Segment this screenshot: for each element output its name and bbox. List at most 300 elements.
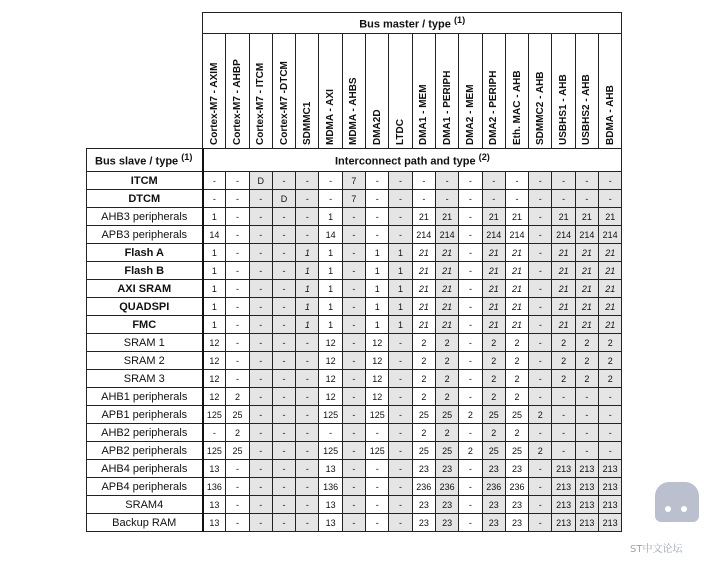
path-cell: 214 [575,226,598,244]
path-cell: 1 [389,298,412,316]
path-cell: - [459,460,482,478]
path-cell: - [389,496,412,514]
path-cell: 1 [319,298,342,316]
path-cell: 2 [505,334,528,352]
forum-logo-icon [655,482,699,522]
path-cell: 21 [435,208,458,226]
path-cell: 21 [435,298,458,316]
path-cell: 2 [575,352,598,370]
path-cell: 236 [482,478,505,496]
path-cell: 23 [482,460,505,478]
path-cell: 21 [412,316,435,334]
path-cell: 1 [296,244,319,262]
path-cell: - [272,352,295,370]
path-cell: - [459,514,482,532]
path-cell: 25 [505,442,528,460]
path-cell: - [435,190,458,208]
path-cell: 21 [482,280,505,298]
table-row [87,478,622,496]
path-cell: - [272,478,295,496]
path-cell: - [529,226,552,244]
master-header-4 [296,34,319,149]
path-cell: 1 [389,280,412,298]
path-cell: 1 [366,316,389,334]
path-cell: 213 [599,478,622,496]
path-cell: 12 [319,334,342,352]
path-cell: 1 [366,244,389,262]
path-cell: - [599,190,622,208]
path-cell: - [459,496,482,514]
table-row [87,514,622,532]
master-label: SDMMC2 - AHB [534,70,546,145]
path-cell: 236 [412,478,435,496]
path-cell: 2 [435,424,458,442]
path-cell: 12 [366,388,389,406]
path-cell: - [226,298,249,316]
path-cell: - [296,478,319,496]
path-cell: - [552,442,575,460]
path-cell: - [296,388,319,406]
table-row [87,388,622,406]
path-cell: 1 [389,244,412,262]
path-cell: 25 [482,406,505,424]
path-cell: - [459,262,482,280]
path-cell: - [529,370,552,388]
path-cell: 213 [575,496,598,514]
path-cell: 125 [203,406,226,424]
path-cell: - [296,442,319,460]
path-cell: 12 [203,334,226,352]
path-cell: 213 [599,496,622,514]
path-cell: 25 [226,406,249,424]
path-cell: 21 [435,262,458,280]
path-cell: - [296,514,319,532]
path-cell: 25 [412,406,435,424]
path-cell: 1 [319,280,342,298]
path-cell: - [575,172,598,190]
path-cell: - [272,172,295,190]
path-cell: - [272,280,295,298]
path-cell: 1 [319,316,342,334]
master-label: Cortex-M7 - ITCM [255,62,267,145]
path-cell: - [226,460,249,478]
path-cell: - [272,334,295,352]
master-header-3 [272,34,295,149]
path-cell: - [342,478,365,496]
path-cell: - [459,316,482,334]
path-cell: - [389,370,412,388]
path-cell: - [226,226,249,244]
path-cell: 213 [552,460,575,478]
path-cell: - [389,226,412,244]
master-label: DMA1 - MEM [418,83,430,145]
path-cell: 2 [552,370,575,388]
master-header-11 [459,34,482,149]
path-cell: 2 [459,406,482,424]
path-cell: - [226,208,249,226]
bus-matrix-table [86,12,622,532]
path-cell: D [272,190,295,208]
path-cell: - [319,190,342,208]
path-cell: 214 [599,226,622,244]
path-cell: 21 [575,208,598,226]
path-cell: 13 [319,460,342,478]
path-cell: - [272,406,295,424]
path-cell: 2 [482,370,505,388]
master-header-9 [412,34,435,149]
table-row [87,442,622,460]
path-cell: 125 [203,442,226,460]
table-row [87,208,622,226]
path-cell: 21 [552,316,575,334]
master-label: SDMMC1 [301,101,313,145]
path-cell: 125 [319,406,342,424]
path-cell: - [226,190,249,208]
bus-master-header [203,13,622,34]
path-cell: - [296,172,319,190]
slave-label: Flash B [87,262,203,280]
path-cell: 1 [389,316,412,334]
path-cell: - [366,478,389,496]
path-cell: 21 [412,208,435,226]
master-label: DMA2 - PERIPH [488,70,500,145]
path-cell: 2 [505,370,528,388]
path-cell: 21 [505,244,528,262]
path-cell: - [529,424,552,442]
path-cell: - [529,478,552,496]
path-cell: - [552,406,575,424]
path-cell: 2 [599,370,622,388]
path-cell: 2 [575,334,598,352]
slave-label: QUADSPI [87,298,203,316]
path-cell: - [389,334,412,352]
path-cell: - [272,370,295,388]
slave-label: AHB2 peripherals [87,424,203,442]
table-row [87,496,622,514]
path-cell: - [529,280,552,298]
path-cell: - [529,172,552,190]
path-cell: 2 [435,352,458,370]
path-cell: - [249,226,272,244]
master-header-0 [203,34,226,149]
path-cell: 23 [412,496,435,514]
path-cell: 1 [389,262,412,280]
path-cell: - [575,388,598,406]
path-cell: - [529,496,552,514]
path-cell: 21 [599,316,622,334]
path-cell: - [459,334,482,352]
path-cell: - [459,226,482,244]
path-cell: - [272,316,295,334]
slave-label: APB1 peripherals [87,406,203,424]
path-cell: - [529,190,552,208]
path-cell: - [226,370,249,388]
path-cell: 12 [319,388,342,406]
path-cell: 21 [505,316,528,334]
table-row [87,298,622,316]
path-cell: - [599,424,622,442]
path-cell: 13 [203,496,226,514]
path-cell: 23 [482,514,505,532]
slave-label: FMC [87,316,203,334]
path-cell: 1 [319,262,342,280]
path-cell: - [342,244,365,262]
path-cell: 1 [366,262,389,280]
path-cell: - [249,298,272,316]
table-row [87,190,622,208]
path-cell: - [249,460,272,478]
path-cell: 2 [412,352,435,370]
path-cell: 2 [505,388,528,406]
path-cell: - [459,424,482,442]
table-row [87,280,622,298]
path-cell: - [342,460,365,478]
path-cell: 2 [435,334,458,352]
path-cell: 1 [296,280,319,298]
path-cell: 136 [319,478,342,496]
path-cell: - [389,514,412,532]
path-cell: - [226,514,249,532]
path-cell: 1 [203,244,226,262]
path-cell: - [366,496,389,514]
path-cell: - [342,514,365,532]
path-cell: - [389,172,412,190]
path-cell: - [249,262,272,280]
master-label: USBHS2 - AHB [581,73,593,145]
path-cell: - [552,424,575,442]
path-cell: - [319,424,342,442]
path-cell: 25 [435,406,458,424]
path-cell: - [389,388,412,406]
path-cell: 1 [203,208,226,226]
path-cell: 13 [203,514,226,532]
path-cell: - [249,496,272,514]
path-cell: - [272,514,295,532]
path-cell: 21 [505,298,528,316]
master-header-16 [575,34,598,149]
interconnect-footnote: (2) [478,152,490,163]
path-cell: - [389,460,412,478]
path-cell: 2 [482,424,505,442]
path-cell: - [296,496,319,514]
path-cell: 21 [575,244,598,262]
slave-label: SRAM 3 [87,370,203,388]
slave-label: AHB3 peripherals [87,208,203,226]
path-cell: - [599,388,622,406]
path-cell: - [366,190,389,208]
master-header-7 [366,34,389,149]
path-cell: - [203,172,226,190]
path-cell: 125 [319,442,342,460]
path-cell: 12 [366,352,389,370]
path-cell: 1 [319,244,342,262]
path-cell: - [599,406,622,424]
path-cell: - [296,334,319,352]
path-cell: - [203,190,226,208]
path-cell: 2 [226,388,249,406]
path-cell: - [272,460,295,478]
path-cell: 2 [459,442,482,460]
path-cell: - [342,352,365,370]
interconnect-header [203,149,622,172]
path-cell: 21 [599,280,622,298]
path-cell: 1 [366,280,389,298]
master-header-6 [342,34,365,149]
path-cell: - [296,226,319,244]
path-cell: 2 [412,334,435,352]
path-cell: 213 [552,514,575,532]
table-row [87,172,622,190]
path-cell: - [296,424,319,442]
path-cell: 125 [366,442,389,460]
watermark-text: ST中文论坛 [630,544,683,555]
path-cell: - [529,316,552,334]
bus-slave-footnote: (1) [181,152,193,163]
path-cell: - [249,442,272,460]
path-cell: - [249,280,272,298]
path-cell: 2 [412,424,435,442]
path-cell: - [272,244,295,262]
path-cell: 213 [599,514,622,532]
master-label: Cortex-M7 - AHBP [231,58,243,145]
path-cell: - [366,460,389,478]
path-cell: 236 [435,478,458,496]
path-cell: 12 [319,370,342,388]
path-cell: 23 [412,514,435,532]
path-cell: 25 [482,442,505,460]
path-cell: - [272,208,295,226]
path-cell: 13 [203,460,226,478]
path-cell: 2 [482,388,505,406]
path-cell: 21 [482,316,505,334]
path-cell: - [226,172,249,190]
path-cell: 1 [203,262,226,280]
slave-label: SRAM 2 [87,352,203,370]
path-cell: 2 [482,334,505,352]
path-cell: 21 [599,262,622,280]
path-cell: 13 [319,514,342,532]
master-header-14 [529,34,552,149]
path-cell: 23 [412,460,435,478]
path-cell: - [342,406,365,424]
master-label: DMA2D [371,108,383,145]
path-cell: - [249,514,272,532]
path-cell: 21 [505,208,528,226]
path-cell: 214 [505,226,528,244]
path-cell: - [389,406,412,424]
master-header-8 [389,34,412,149]
master-label: DMA1 - PERIPH [441,70,453,145]
path-cell: 21 [482,244,505,262]
path-cell: - [342,298,365,316]
path-cell: 21 [435,244,458,262]
path-cell: 21 [552,262,575,280]
path-cell: - [342,316,365,334]
path-cell: - [342,388,365,406]
master-label: Cortex-M7 -DTCM [278,60,290,145]
path-cell: 2 [505,424,528,442]
path-cell: - [505,190,528,208]
bus-master-title: Bus master / type [359,18,451,31]
master-label: USBHS1 - AHB [558,73,570,145]
path-cell: 12 [203,352,226,370]
master-label: Eth. MAC - AHB [511,69,523,145]
path-cell: - [482,190,505,208]
path-cell: - [599,172,622,190]
path-cell: 23 [505,514,528,532]
path-cell: - [296,460,319,478]
path-cell: 213 [552,496,575,514]
path-cell: - [249,208,272,226]
path-cell: 1 [296,298,319,316]
path-cell: 1 [296,262,319,280]
path-cell: 2 [575,370,598,388]
path-cell: 214 [482,226,505,244]
slave-label: Backup RAM [87,514,203,532]
path-cell: 12 [366,370,389,388]
path-cell: - [529,208,552,226]
table-row [87,352,622,370]
path-cell: - [389,352,412,370]
master-label: Cortex-M7 - AXIM [208,62,220,145]
path-cell: - [249,334,272,352]
path-cell: 21 [599,298,622,316]
master-header-13 [505,34,528,149]
path-cell: - [552,388,575,406]
path-cell: - [529,334,552,352]
path-cell: 25 [435,442,458,460]
path-cell: - [272,388,295,406]
path-cell: - [575,424,598,442]
path-cell: 21 [412,262,435,280]
path-cell: 214 [435,226,458,244]
master-header-12 [482,34,505,149]
path-cell: - [366,226,389,244]
master-label: BDMA - AHB [604,84,616,145]
path-cell: 23 [505,460,528,478]
slave-label: ITCM [87,172,203,190]
path-cell: 1 [203,316,226,334]
path-cell: 21 [412,280,435,298]
bus-slave-header [87,149,203,172]
path-cell: 214 [552,226,575,244]
path-cell: 21 [552,298,575,316]
path-cell: - [342,424,365,442]
path-cell: - [226,334,249,352]
path-cell: 7 [342,172,365,190]
master-header-2 [249,34,272,149]
path-cell: 25 [412,442,435,460]
path-cell: - [552,172,575,190]
path-cell: 12 [203,370,226,388]
master-label: MDMA - AXI [325,88,337,145]
path-cell: 21 [552,280,575,298]
bus-slave-title: Bus slave / type [95,155,179,168]
path-cell: - [296,352,319,370]
interconnect-title: Interconnect path and type [335,155,476,168]
path-cell: - [459,478,482,496]
slave-label: SRAM 1 [87,334,203,352]
table-row [87,244,622,262]
path-cell: 21 [435,280,458,298]
path-cell: - [249,370,272,388]
path-cell: - [529,262,552,280]
path-cell: - [482,172,505,190]
path-cell: - [366,208,389,226]
master-header-15 [552,34,575,149]
table-row [87,460,622,478]
path-cell: - [249,406,272,424]
